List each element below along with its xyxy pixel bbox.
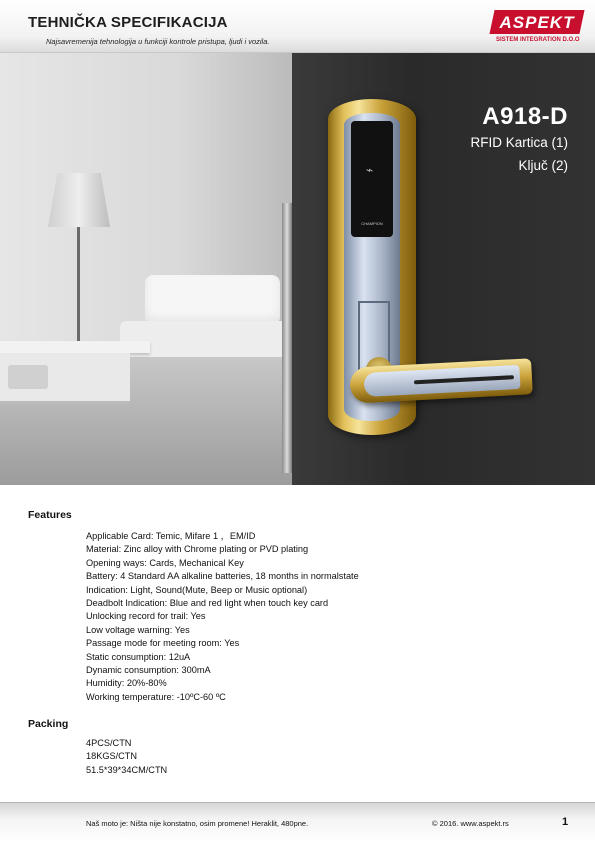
product-hero-image [0,53,595,485]
card-reader-window [351,121,393,237]
feature-item: Humidity: 20%-80% [86,678,167,689]
room-background [0,53,300,485]
coffee-table-shelf [8,365,48,389]
feature-item: Unlocking record for trail: Yes [86,611,206,622]
sofa-icon [145,275,280,325]
page-number: 1 [562,816,569,828]
feature-item: Passage mode for meeting room: Yes [86,638,240,649]
lock-brand-label: CHAMPION [361,221,383,226]
rfid-mark-icon: ⌁ [366,163,374,177]
page-header [0,0,595,53]
features-heading: Features [28,509,72,521]
document-subtitle: Najsavremenija tehnologija u funkciji kontrole pristupa, ljudi i vozila. [46,37,270,46]
feature-item: Material: Zinc alloy with Chrome plating or PVD plating [86,544,309,555]
logo-wordmark: ASPEKT [499,13,575,32]
lever-handle-groove [414,375,514,384]
logo-tagline: SISTEM INTEGRATION D.O.O [496,37,580,43]
footer-copyright: © 2016. www.aspekt.rs [432,819,509,828]
feature-item: Deadbolt Indication: Blue and red light when touch key card [86,597,329,608]
document-title: TEHNIČKA SPECIFIKACIJA [28,14,228,31]
feature-item: Static consumption: 12uA [86,651,191,662]
coffee-table-icon [0,341,150,353]
door-edge [282,203,292,473]
packing-item: 4PCS/CTN [86,738,132,748]
packing-heading: Packing [28,718,69,730]
packing-item: 51.5*39*34CM/CTN [86,764,168,775]
model-number: A918-D [482,103,568,130]
feature-item: Applicable Card: Temic, Mifare 1 ，EM/ID [86,531,256,541]
packing-list [86,737,167,777]
lamp-pole [77,227,80,357]
features-list [86,530,359,704]
footer-motto: Naš moto je: Ništa nije konstatno, osim promene! Heraklit, 480pne. [86,819,309,828]
door-lock-icon [328,99,418,485]
opening-method-key: Ključ (2) [518,158,568,173]
opening-method-rfid: RFID Kartica (1) [470,135,568,150]
feature-item: Indication: Light, Sound(Mute, Beep or Music optional) [86,584,308,595]
feature-item: Opening ways: Cards, Mechanical Key [86,557,244,568]
page-footer [0,802,595,843]
packing-item: 18KGS/CTN [86,751,138,762]
aspekt-logo [492,8,582,46]
feature-item: Low voltage warning: Yes [86,624,190,635]
floor-lamp-icon [48,173,110,227]
feature-item: Dynamic consumption: 300mA [86,664,211,675]
feature-item: Battery: 4 Standard AA alkaline batteries, 18 months in normalstate [86,571,359,582]
feature-item: Working temperature: -10ºC-60 ºC [86,691,226,702]
lever-handle-inlay [363,365,520,397]
